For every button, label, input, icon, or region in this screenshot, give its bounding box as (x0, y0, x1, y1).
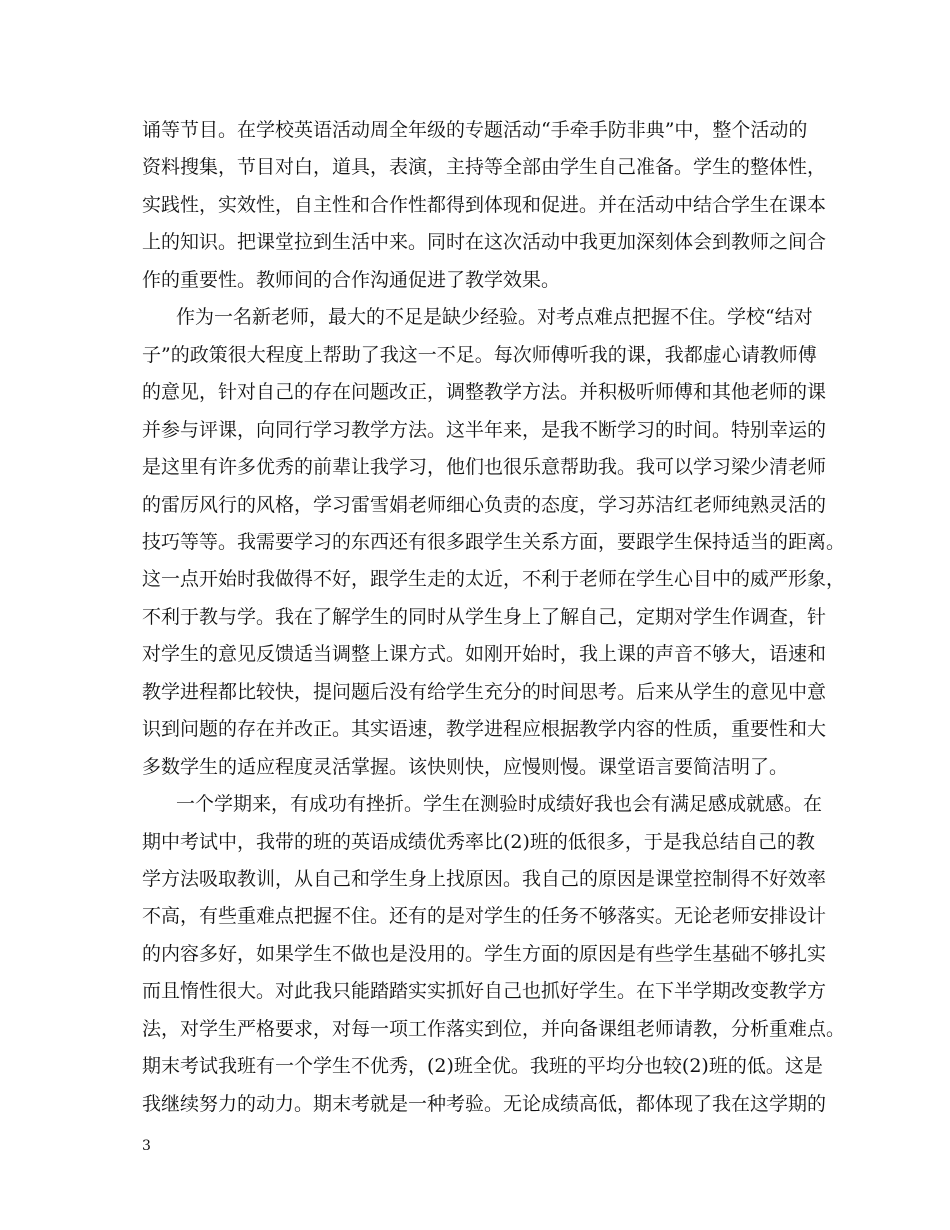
text-line: 技巧等等。我需要学习的东西还有很多跟学生关系方面，要跟学生保持适当的距离。 (142, 531, 846, 553)
text-line: 并参与评课，向同行学习教学方法。这半年来，是我不断学习的时间。特别幸运的 (142, 419, 827, 441)
text-line: 作的重要性。教师间的合作沟通促进了教学效果。 (142, 269, 561, 291)
text-line: 资料搜集，节目对白，道具，表演，主持等全部由学生自己准备。学生的整体性， (142, 156, 827, 178)
text-line: 是这里有许多优秀的前辈让我学习，他们也很乐意帮助我。我可以学习梁少清老师 (142, 456, 827, 478)
text-line: 期末考试我班有一个学生不优秀，(2)班全优。我班的平均分也较(2)班的低。这是 (142, 1055, 823, 1077)
paragraph-first-line: 一个学期来，有成功有挫折。学生在测验时成绩好我也会有满足感成就感。在 (176, 793, 823, 815)
text-line: 的雷厉风行的风格，学习雷雪娟老师细心负责的态度，学习苏洁红老师纯熟灵活的 (142, 494, 827, 516)
paragraph-first-line: 作为一名新老师，最大的不足是缺少经验。对考点难点把握不住。学校“结对 (176, 306, 813, 328)
text-line: 不高，有些重难点把握不住。还有的是对学生的任务不够落实。无论老师安排设计 (142, 905, 827, 927)
page-number: 3 (142, 1138, 151, 1154)
text-line: 的意见，针对自己的存在问题改正，调整教学方法。并积极听师傅和其他老师的课 (142, 381, 827, 403)
text-line: 学方法吸取教训，从自己和学生身上找原因。我自己的原因是课堂控制得不好效率 (142, 868, 827, 890)
text-line: 诵等节目。在学校英语活动周全年级的专题活动“手牵手防非典”中，整个活动的 (142, 119, 808, 141)
text-line: 对学生的意见反馈适当调整上课方式。如刚开始时，我上课的声音不够大，语速和 (142, 643, 827, 665)
text-line: 实践性，实效性，自主性和合作性都得到体现和促进。并在活动中结合学生在课本 (142, 194, 827, 216)
text-line: 的内容多好，如果学生不做也是没用的。学生方面的原因是有些学生基础不够扎实 (142, 943, 827, 965)
text-line: 上的知识。把课堂拉到生活中来。同时在这次活动中我更加深刻体会到教师之间合 (142, 231, 827, 253)
text-line: 而且惰性很大。对此我只能踏踏实实抓好自己也抓好学生。在下半学期改变教学方 (142, 980, 827, 1002)
text-line: 不利于教与学。我在了解学生的同时从学生身上了解自己，定期对学生作调查，针 (142, 606, 827, 628)
text-line: 子”的政策很大程度上帮助了我这一不足。每次师傅听我的课，我都虚心请教师傅 (142, 344, 817, 366)
text-line: 多数学生的适应程度灵活掌握。该快则快，应慢则慢。课堂语言要简洁明了。 (142, 756, 789, 778)
text-line: 教学进程都比较快，提问题后没有给学生充分的时间思考。后来从学生的意见中意 (142, 681, 827, 703)
text-line: 这一点开始时我做得不好，跟学生走的太近，不利于老师在学生心目中的威严形象， (142, 568, 846, 590)
text-line: 识到问题的存在并改正。其实语速，教学进程应根据教学内容的性质，重要性和大 (142, 718, 827, 740)
text-line: 期中考试中，我带的班的英语成绩优秀率比(2)班的低很多，于是我总结自己的教 (142, 831, 815, 853)
text-line: 法，对学生严格要求，对每一项工作落实到位，并向备课组老师请教，分析重难点。 (142, 1018, 846, 1040)
text-line: 我继续努力的动力。期末考就是一种考验。无论成绩高低，都体现了我在这学期的 (142, 1093, 827, 1115)
